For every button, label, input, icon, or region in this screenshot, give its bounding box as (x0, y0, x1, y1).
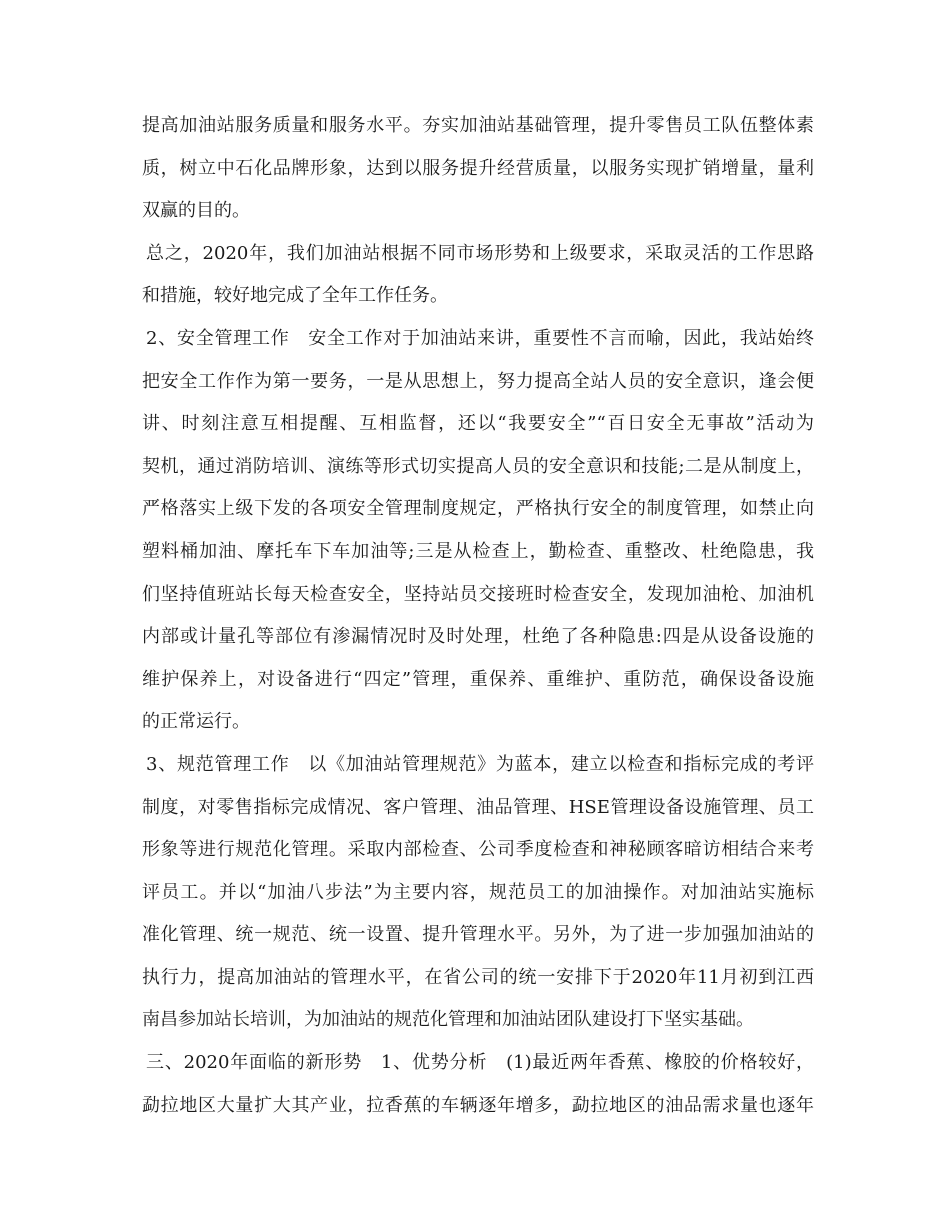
text-line: 勐拉地区大量扩大其产业，拉香蕉的车辆逐年增多，勐拉地区的油品需求量也逐年 (142, 1094, 814, 1116)
text-line: 的正常运行。 (142, 711, 250, 733)
text-line: 把安全工作作为第一要务，一是从思想上，努力提高全站人员的安全意识，逢会便 (142, 370, 814, 392)
text-line: 准化管理、统一规范、统一设置、提升管理水平。另外，为了进一步加强加油站的 (142, 924, 814, 946)
text-line: 质，树立中石化品牌形象，达到以服务提升经营质量，以服务实现扩销增量，量利 (142, 157, 814, 179)
text-line: 内部或计量孔等部位有渗漏情况时及时处理，杜绝了各种隐患:四是从设备设施的 (142, 626, 814, 648)
text-line: 3、规范管理工作 以《加油站管理规范》为蓝本，建立以检查和指标完成的考评 (146, 753, 814, 775)
text-line: 南昌参加站长培训，为加油站的规范化管理和加油站团队建设打下坚实基础。 (142, 1009, 754, 1031)
text-line: 三、2020年面临的新形势 1、优势分析 (1)最近两年香蕉、橡胶的价格较好， (146, 1052, 814, 1074)
text-line: 塑料桶加油、摩托车下车加油等;三是从检查上，勤检查、重整改、杜绝隐患，我 (142, 540, 814, 562)
text-line: 形象等进行规范化管理。采取内部检查、公司季度检查和神秘顾客暗访相结合来考 (142, 839, 814, 861)
body-text (142, 105, 814, 1127)
text-line: 维护保养上，对设备进行“四定”管理，重保养、重维护、重防范，确保设备设施 (142, 668, 814, 690)
text-line: 制度，对零售指标完成情况、客户管理、油品管理、HSE管理设备设施管理、员工 (142, 796, 814, 818)
text-line: 契机，通过消防培训、演练等形式切实提高人员的安全意识和技能;二是从制度上， (142, 455, 814, 477)
text-line: 执行力，提高加油站的管理水平，在省公司的统一安排下于2020年11月初到江西 (142, 966, 814, 988)
text-line: 双赢的目的。 (142, 200, 250, 222)
text-line: 们坚持值班站长每天检查安全，坚持站员交接班时检查安全，发现加油枪、加油机 (142, 583, 814, 605)
text-line: 和措施，较好地完成了全年工作任务。 (142, 285, 448, 307)
text-line: 讲、时刻注意互相提醒、互相监督，还以“我要安全”“百日安全无事故”活动为 (142, 413, 814, 435)
text-line: 2、安全管理工作 安全工作对于加油站来讲，重要性不言而喻，因此，我站始终 (146, 327, 814, 349)
text-line: 总之，2020年，我们加油站根据不同市场形势和上级要求，采取灵活的工作思路 (146, 242, 814, 264)
text-line: 提高加油站服务质量和服务水平。夯实加油站基础管理，提升零售员工队伍整体素 (142, 115, 814, 136)
text-line: 严格落实上级下发的各项安全管理制度规定，严格执行安全的制度管理，如禁止向 (142, 498, 814, 520)
text-line: 评员工。并以“加油八步法”为主要内容，规范员工的加油操作。对加油站实施标 (142, 881, 814, 903)
